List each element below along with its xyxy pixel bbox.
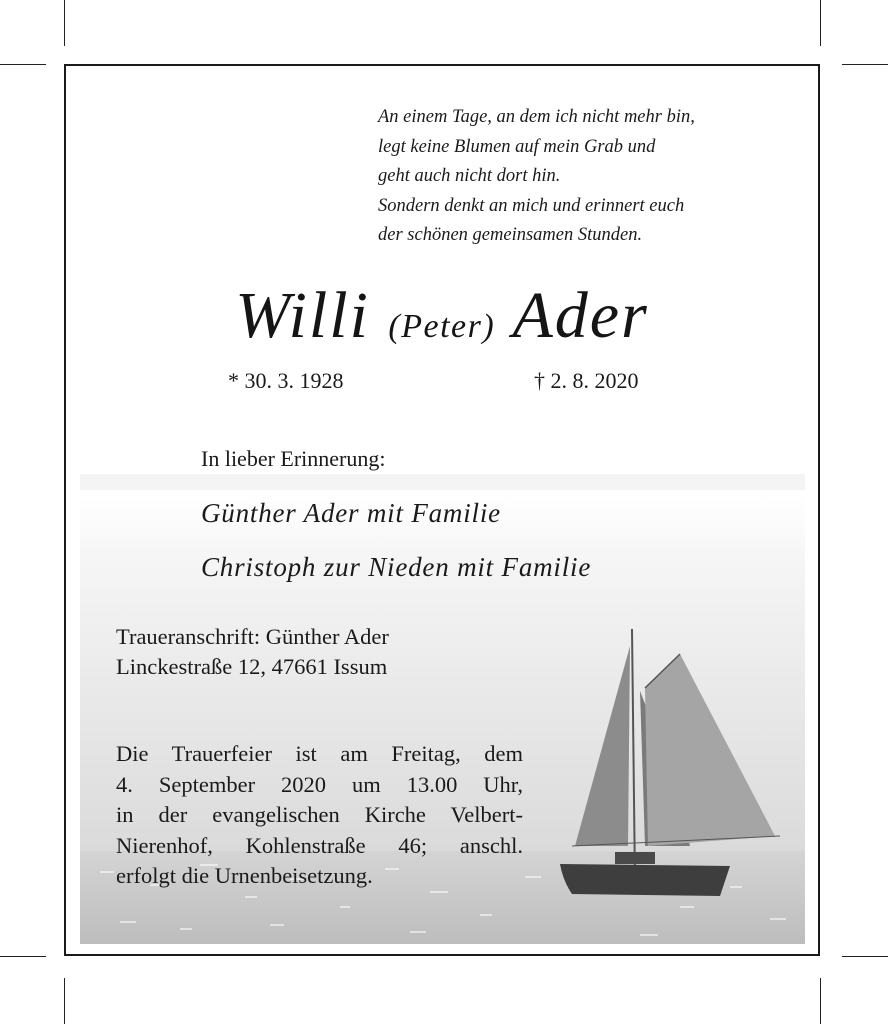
first-name: Willi bbox=[235, 279, 370, 352]
service-line: Nierenhof, Kohlenstraße 46; anschl. bbox=[116, 832, 523, 858]
poem-line: An einem Tage, an dem ich nicht mehr bin, bbox=[378, 107, 695, 127]
memorial-poem bbox=[378, 103, 695, 251]
crop-mark bbox=[0, 956, 46, 957]
crop-mark bbox=[64, 978, 65, 1024]
poem-line: Sondern denkt an mich und erinnert euch bbox=[378, 195, 685, 216]
crop-mark bbox=[842, 64, 888, 65]
death-date: † 2. 8. 2020 bbox=[534, 368, 639, 393]
mourners-intro: In lieber Erinnerung: bbox=[201, 446, 386, 471]
crop-mark bbox=[820, 978, 821, 1024]
crop-mark bbox=[842, 956, 888, 957]
address-line: Traueranschrift: Günther Ader bbox=[116, 624, 389, 649]
poem-line: geht auch nicht dort hin. bbox=[378, 166, 561, 186]
mourner-name: Christoph zur Nieden mit Familie bbox=[201, 552, 592, 582]
poem-line: legt keine Blumen auf mein Grab und bbox=[378, 136, 656, 157]
mourner-name: Günther Ader mit Familie bbox=[201, 498, 501, 528]
deceased-name bbox=[66, 278, 818, 354]
crop-mark bbox=[0, 64, 46, 65]
address-line: Linckestraße 12, 47661 Issum bbox=[116, 654, 388, 679]
last-name: Ader bbox=[512, 279, 649, 352]
crop-mark bbox=[820, 0, 821, 46]
poem-line: der schönen gemeinsamen Stunden. bbox=[378, 225, 643, 245]
mourning-address bbox=[116, 622, 389, 682]
crop-mark bbox=[64, 0, 65, 46]
obituary-frame bbox=[64, 64, 820, 956]
service-line: 4. September 2020 um 13.00 Uhr, bbox=[116, 771, 523, 797]
funeral-service-info bbox=[116, 739, 523, 892]
service-line: Die Trauerfeier ist am Freitag, dem bbox=[116, 741, 523, 766]
birth-date: * 30. 3. 1928 bbox=[228, 368, 344, 393]
service-line: in der evangelischen Kirche Velbert- bbox=[116, 802, 523, 827]
service-line: erfolgt die Urnenbeisetzung. bbox=[116, 863, 373, 888]
middle-name: (Peter) bbox=[388, 308, 496, 345]
